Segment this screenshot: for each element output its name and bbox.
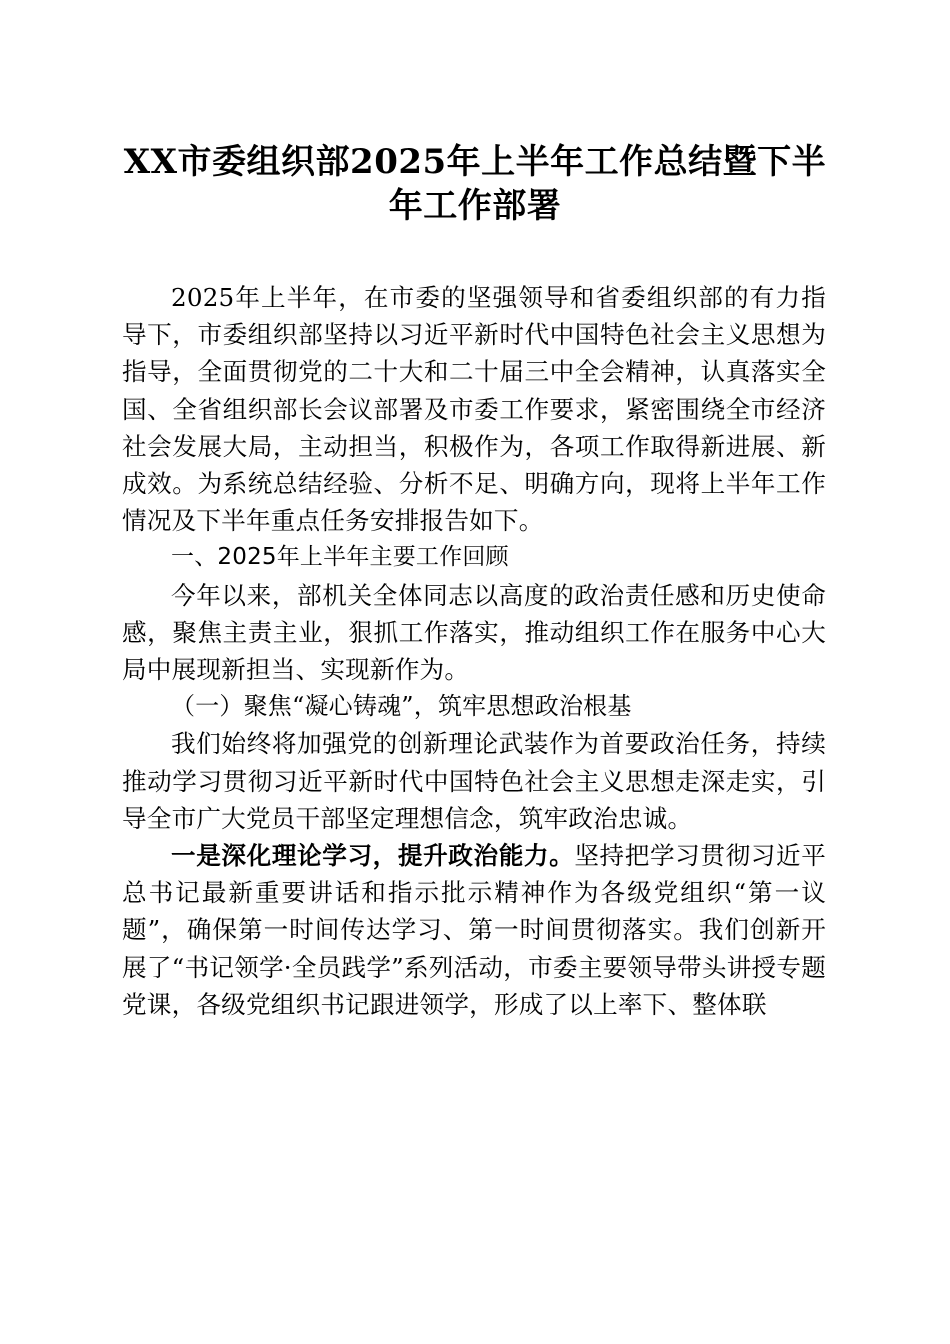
subsection-summary-paragraph: 我们始终将加强党的创新理论武装作为首要政治任务，持续推动学习贯彻习近平新时代中国特色社会主义思想走深走实，引导全市广大党员干部坚定理想信念，筑牢政治忠诚。 [122, 729, 826, 833]
document-body [122, 279, 826, 1023]
section-heading: 一、2025年上半年主要工作回顾 [171, 544, 509, 571]
document-title: XX市委组织部2025年上半年工作总结暨下半年工作部署 [123, 142, 827, 226]
point-text: 坚持把学习贯彻习近平总书记最新重要讲话和指示批示精神作为各级党组织“第一议题”，确保第一时间传达学习、第一时间贯彻落实。我们创新开展了“书记领学·全员践学”系列活动，市委主要领导带头讲授专题党课，各级党组织书记跟进领学，形成了以上率下、整体联 [122, 841, 826, 1019]
point-paragraph [122, 837, 826, 1023]
subsection-heading: （一）聚焦“凝心铸魂”，筑牢思想政治根基 [171, 692, 632, 721]
intro-paragraph: 2025年上半年，在市委的坚强领导和省委组织部的有力指导下，市委组织部坚持以习近平新时代中国特色社会主义思想为指导，全面贯彻党的二十大和二十届三中全会精神，认真落实全国、全省组织部长会议部署及市委工作要求，紧密围绕全市经济社会发展大局，主动担当，积极作为，各项工作取得新进展、新成效。为系统总结经验、分析不足、明确方向，现将上半年工作情况及下半年重点任务安排报告如下。 [122, 283, 826, 536]
section-summary-paragraph: 今年以来，部机关全体同志以高度的政治责任感和历史使命感，聚焦主责主业，狠抓工作落实，推动组织工作在服务中心大局中展现新担当、实现新作为。 [122, 580, 826, 685]
point-lead: 一是深化理论学习，提升政治能力。 [171, 841, 575, 871]
